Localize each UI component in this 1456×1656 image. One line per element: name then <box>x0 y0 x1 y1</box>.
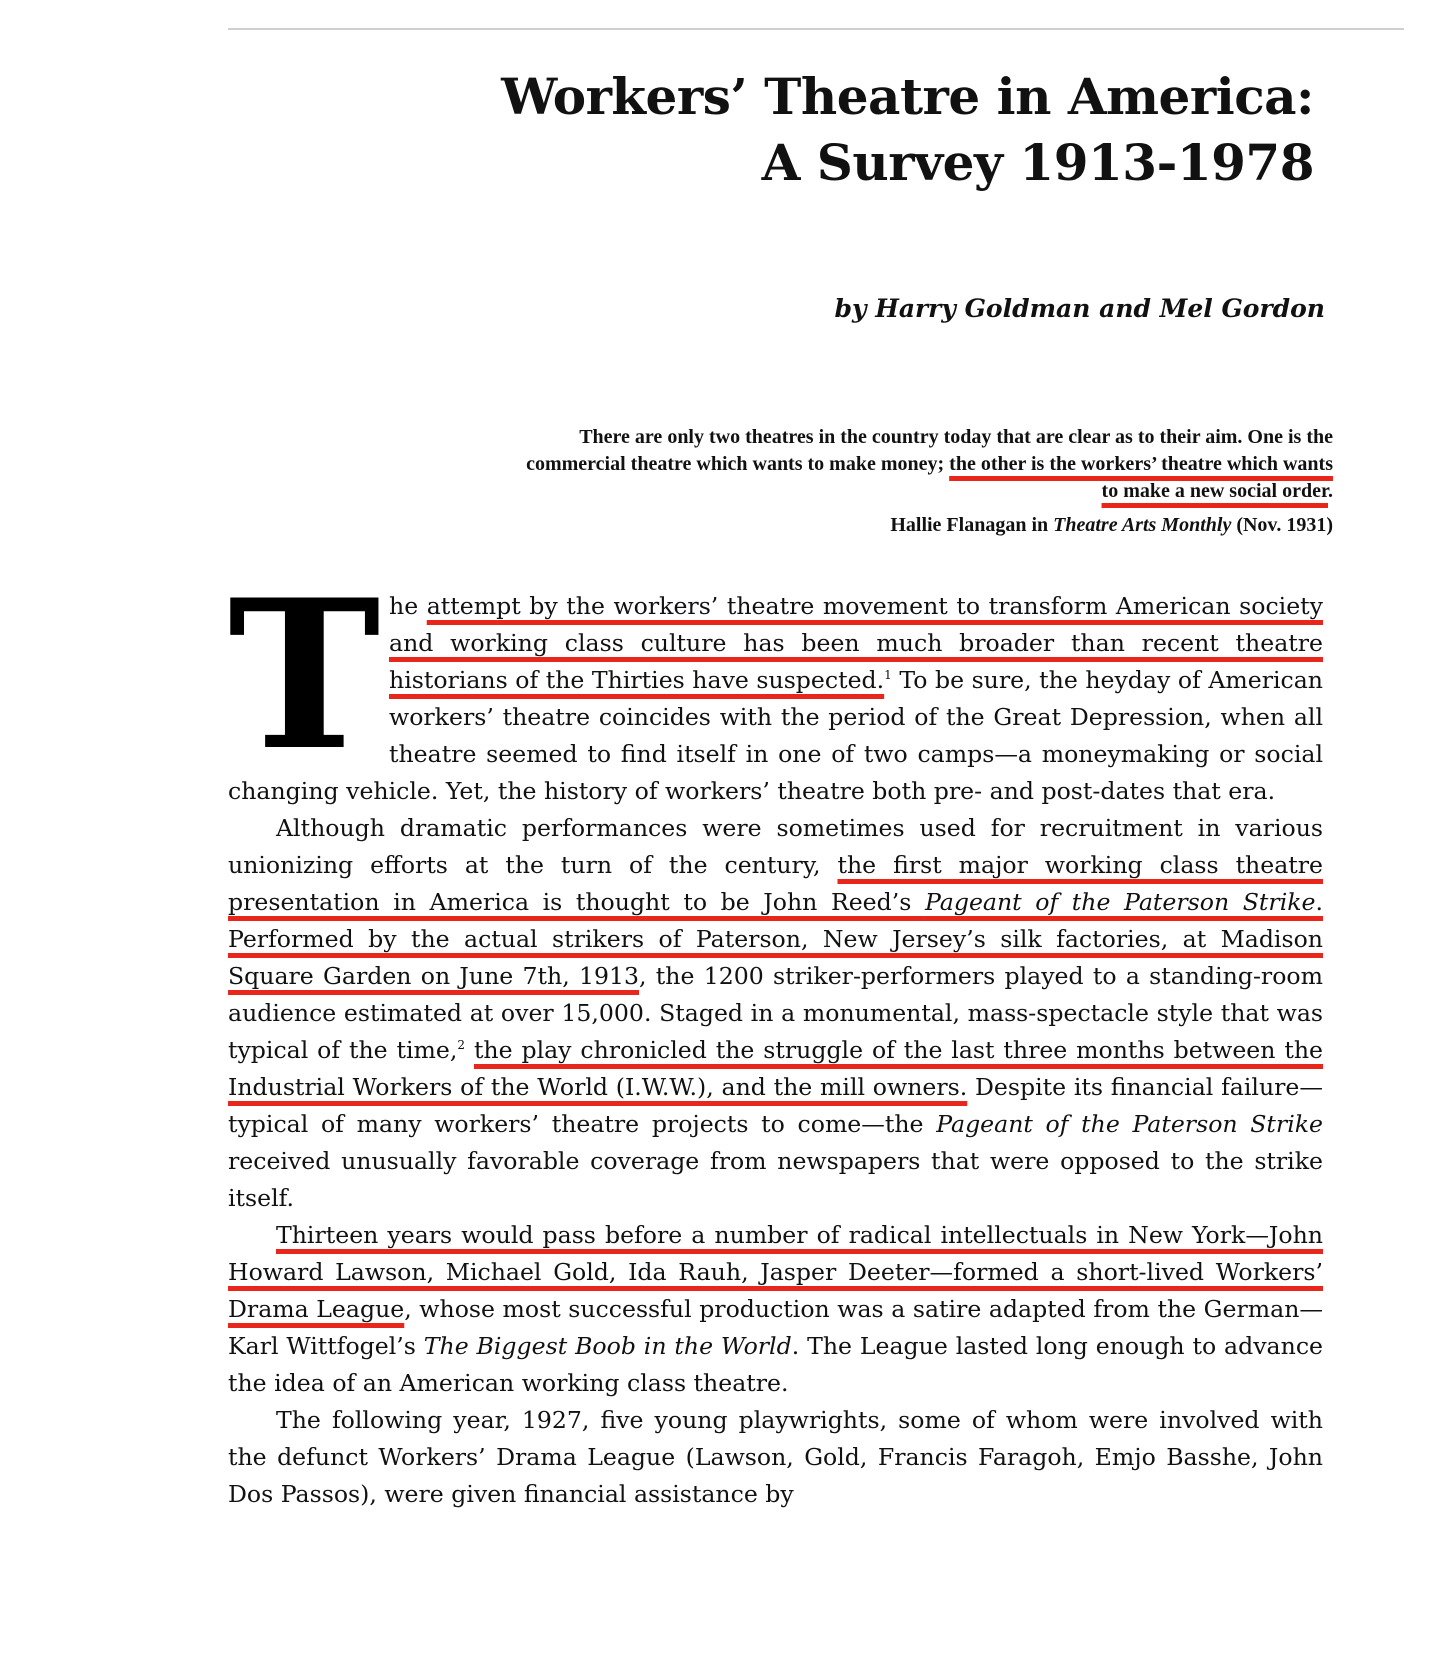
attribution-source: Theatre Arts Monthly <box>1053 514 1232 536</box>
article-title <box>501 64 1314 196</box>
top-rule <box>228 28 1404 30</box>
attribution-author: Hallie Flanagan in <box>890 514 1054 536</box>
attribution-date: (Nov. 1931) <box>1231 514 1333 536</box>
epigraph-underlined-text: the other is the workers’ theatre which wants to make a new social order <box>949 453 1333 502</box>
epigraph-quote-end: . <box>1328 480 1333 502</box>
footnote-1[interactable]: 1 <box>884 668 892 683</box>
p2-mid: , the 1200 striker-performers played to a standing-room audience estimated at over 15,000. Staged in a monumental, mass-spectacle style that was typical of the time, <box>228 962 1323 1064</box>
paragraph-4: The following year, 1927, five young playwrights, some of whom were involved with the defunct Workers’ Drama League (Lawson, Gold, Francis Faragoh, Emjo Basshe, John Dos Passos), were given financial assistance by <box>228 1406 1323 1508</box>
drop-cap: T <box>228 556 381 796</box>
title-line-1: Workers’ Theatre in America: <box>501 67 1314 126</box>
p3-tail: . The League lasted long enough to advance the idea of an American working class theatre. <box>228 1332 1323 1397</box>
epigraph-quote <box>513 424 1333 505</box>
footnote-2[interactable]: 2 <box>457 1038 466 1053</box>
p3-italic: The Biggest Boob in the World <box>423 1332 792 1360</box>
paragraph-1 <box>228 556 1323 810</box>
byline: by Harry Goldman and Mel Gordon <box>834 294 1325 323</box>
paragraph-3 <box>228 1217 1323 1402</box>
epigraph <box>513 424 1333 539</box>
epigraph-quote-text: There are only two theatres in the country today that are clear as to their aim. One is the commercial theatre which wants to make money; <box>526 426 1333 475</box>
p2-underlined-2: . Performed by the actual strikers of Paterson, New Jersey’s silk factories, at Madison Square Garden on June 7th, 1913 <box>228 888 1323 990</box>
p2-lead: Although dramatic performances were sometimes used for recruitment in various unionizing efforts at the turn of the century, <box>228 814 1323 879</box>
p3-underlined: Thirteen years would pass before a number of radical intellectuals in New York—John Howard Lawson, Michael Gold, Ida Rauh, Jasper Deeter—formed a short-lived Workers’ Drama League <box>228 1221 1323 1323</box>
p2-space <box>465 1036 474 1064</box>
p1-rest: To be sure, the heyday of American workers’ theatre coincides with the period of the Great Depression, when all theatre seemed to find itself in one of two camps—a moneymaking or social changing vehicle. Yet, the history of workers’ theatre both pre- and post-dates that era. <box>228 666 1323 805</box>
p1-lead: he <box>389 592 427 620</box>
article-body <box>228 556 1323 1513</box>
p2-underlined-3: the play chronicled the struggle of the last three months between the Industrial Workers of the World (I.W.W.), and the mill owners. <box>228 1036 1323 1101</box>
p2-tail-1: Despite its financial failure—typical of many workers’ theatre projects to come—the <box>228 1073 1323 1138</box>
title-line-2: A Survey 1913-1978 <box>761 133 1314 192</box>
p2-underlined-1: the first major working class theatre presentation in America is thought to be John Reed’s <box>228 851 1323 916</box>
paragraph-2 <box>228 810 1323 1217</box>
p2-tail-2: received unusually favorable coverage from newspapers that were opposed to the strike itself. <box>228 1147 1323 1212</box>
epigraph-attribution <box>513 512 1333 539</box>
p2-tail-italic: Pageant of the Paterson Strike <box>936 1110 1323 1138</box>
p1-underlined: attempt by the workers’ theatre movement to transform American society and working class culture has been much broader than recent theatre historians of the Thirties have suspected. <box>389 592 1323 694</box>
p3-mid: , whose most successful production was a satire adapted from the German—Karl Wittfogel’s <box>228 1295 1323 1360</box>
p2-underlined-italic: Pageant of the Paterson Strike <box>924 888 1316 916</box>
